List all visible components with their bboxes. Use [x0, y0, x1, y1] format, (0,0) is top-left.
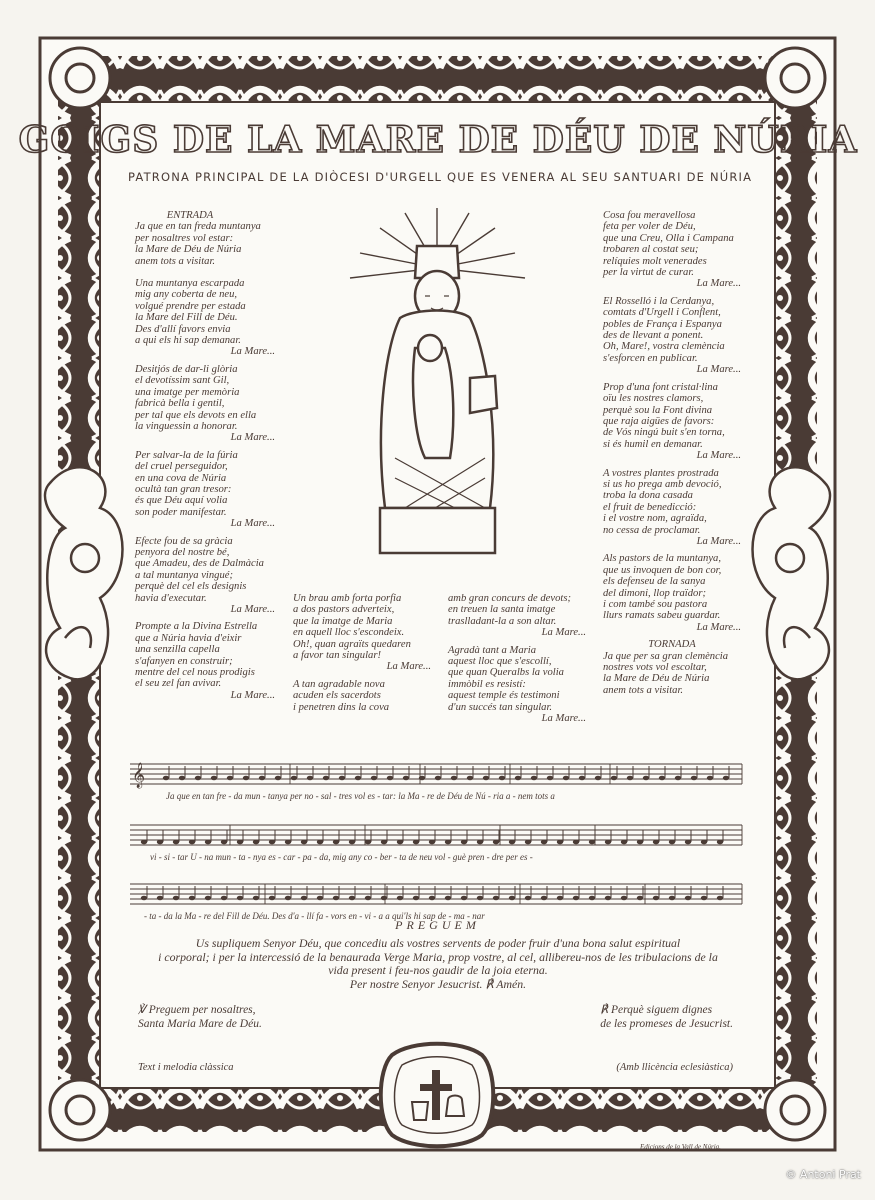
verse-line: havia d'executar.	[135, 592, 207, 604]
verse-line: anem tots a visitar.	[603, 684, 684, 696]
verse-line: penyora del nostre bé,	[135, 546, 230, 558]
verse-line: ocultà tan gran tresor:	[135, 483, 232, 495]
music-note	[323, 776, 329, 781]
versicle	[138, 1004, 262, 1031]
verse-line: s'esforcen en publicar.	[603, 352, 698, 364]
music-note	[381, 896, 387, 901]
music-note	[541, 840, 547, 845]
verse-line: Als pastors de la muntanya,	[603, 553, 722, 565]
verse-line: nostres vots vol escoltar,	[603, 662, 707, 674]
verse-line: des de llevant a ponent.	[603, 330, 704, 342]
music-note	[285, 840, 291, 845]
music-note	[269, 896, 275, 901]
verse-line: comtats d'Urgell i Conflent,	[603, 307, 721, 319]
verse-line: per la virtut de curar.	[603, 267, 694, 279]
music-note	[141, 896, 147, 901]
music-note	[685, 840, 691, 845]
music-note	[237, 896, 243, 901]
music-note	[579, 776, 585, 781]
verse-line: perquè del cel els designis	[135, 581, 247, 593]
music-note	[275, 776, 281, 781]
music-note	[301, 840, 307, 845]
verse-line: el devotíssim sant Gil,	[135, 375, 230, 387]
prayer-line: Us supliquem Senyor Déu, que concediu als vostres servents de poder fruir d'una bona salut espiritual	[195, 936, 681, 950]
music-note	[611, 776, 617, 781]
music-note	[557, 896, 563, 901]
verse-line: amb gran concurs de devots;	[448, 593, 571, 604]
verse-line: i el vostre nom, agraïda,	[603, 513, 707, 525]
verse-line: Efecte fou de sa gràcia	[135, 535, 233, 547]
verse-line: A vostres plantes prostrada	[603, 467, 719, 479]
music-note	[477, 896, 483, 901]
music-note	[141, 840, 147, 845]
music-note	[573, 840, 579, 845]
music-note	[675, 776, 681, 781]
verse-line: que la imatge de Maria	[293, 615, 393, 627]
music-note	[509, 840, 515, 845]
music-note	[669, 896, 675, 901]
left-verses-column	[135, 210, 275, 701]
music-note	[365, 896, 371, 901]
verse-line: El Rosselló i la Cerdanya,	[603, 295, 715, 307]
music-note	[243, 776, 249, 781]
verse-line: Cosa fou meravellosa	[603, 210, 696, 221]
music-note	[227, 776, 233, 781]
music-note	[429, 896, 435, 901]
music-note	[589, 896, 595, 901]
music-note	[525, 840, 531, 845]
verse-line: a favor tan singular!	[293, 650, 381, 662]
music-note	[467, 776, 473, 781]
verse-line: Agradà tant a Maria	[448, 644, 536, 656]
cross-icon	[432, 1070, 440, 1120]
verse-line: i penetren dins la cova	[293, 701, 390, 713]
verse-line: Prompte a la Divina Estrella	[135, 621, 258, 633]
music-note	[157, 896, 163, 901]
music-note	[195, 776, 201, 781]
music-note	[349, 896, 355, 901]
footer-text-right: (Amb llicència eclesiàstica)	[616, 1062, 733, 1073]
music-note	[701, 840, 707, 845]
middle-left-verses-column	[293, 593, 431, 713]
verse-line: feta per voler de Déu,	[603, 221, 696, 233]
music-note	[477, 840, 483, 845]
verse-line: llurs ramats sabeu guardar.	[603, 610, 721, 622]
verse-line: no cessa de proclamar.	[603, 524, 701, 536]
music-note	[589, 840, 595, 845]
verse-line: Una muntanya escarpada	[135, 278, 245, 290]
music-note	[397, 840, 403, 845]
music-note	[413, 840, 419, 845]
music-note	[685, 896, 691, 901]
music-note	[333, 896, 339, 901]
verse-line: que a Núria havia d'eixir	[135, 632, 242, 644]
versicle-line: ℣ Preguem per nosaltres,	[138, 1004, 256, 1016]
verse-line: aquest temple és testimoni	[448, 690, 560, 702]
music-note	[179, 776, 185, 781]
verse-line: Ja que per sa gran clemència	[603, 650, 729, 662]
refrain-marker: La Mare...	[230, 518, 275, 530]
prayer-body	[128, 937, 748, 991]
music-note	[291, 776, 297, 781]
music-note	[173, 840, 179, 845]
refrain-marker: La Mare...	[386, 661, 431, 673]
music-note	[211, 776, 217, 781]
music-note	[717, 896, 723, 901]
right-verses-column	[603, 210, 741, 696]
verse-line: acuden els sacerdots	[293, 690, 381, 702]
refrain-marker: La Mare...	[696, 278, 741, 290]
music-note	[653, 840, 659, 845]
verse-line: la Mare de Déu de Núria	[603, 673, 710, 685]
music-note	[541, 896, 547, 901]
verse-line: del cruel perseguidor,	[135, 461, 228, 473]
refrain-marker: La Mare...	[696, 621, 741, 633]
verse-line: Ja que en tan freda muntanya	[135, 221, 261, 233]
lyric-line: - ta - da la Ma - re del Fill de Déu. Des d'a - llí fa - vors en - vi - a a qui'ls hi sap de - ma - nar	[144, 911, 485, 921]
verse-line: Prop d'una font cristal·lina	[603, 381, 718, 393]
verse-line: si us ho prega amb devoció,	[603, 478, 722, 490]
verse-line: traslladant-la a son altar.	[448, 615, 557, 627]
verse-line: del dimoni, llop traïdor;	[603, 587, 706, 599]
verse-line: una imatge per memòria	[135, 386, 240, 398]
verse-line: son poder manifestar.	[135, 506, 227, 518]
response-line: de les promeses de Jesucrist.	[600, 1017, 733, 1030]
music-note	[557, 840, 563, 845]
music-note	[621, 896, 627, 901]
music-note	[307, 776, 313, 781]
verse-line: una senzilla capella	[135, 644, 220, 656]
verse-line: Oh, Mare!, vostra clemència	[603, 341, 725, 353]
verse-line: d'un succés tan singular.	[448, 701, 553, 713]
music-note	[189, 840, 195, 845]
verse-line: en aquell lloc s'escondeix.	[293, 627, 405, 639]
versicle-line: Santa Maria Mare de Déu.	[138, 1017, 262, 1030]
music-note	[723, 776, 729, 781]
entrada-heading: ENTRADA	[166, 210, 214, 221]
music-note	[531, 776, 537, 781]
verse-line: que una Creu, Olla i Campana	[603, 232, 734, 244]
verse-line: perquè sou la Font divina	[603, 404, 713, 416]
music-note	[483, 776, 489, 781]
music-note	[253, 896, 259, 901]
refrain-marker: La Mare...	[541, 713, 586, 725]
music-note	[301, 896, 307, 901]
music-note	[509, 896, 515, 901]
music-note	[653, 896, 659, 901]
music-note	[205, 896, 211, 901]
footer-text-left: Text i melodia clàssica	[138, 1062, 234, 1073]
music-note	[573, 896, 579, 901]
verse-line: si és humil en demanar.	[603, 438, 703, 450]
verse-line: relíquies molt venerades	[603, 255, 707, 267]
music-note	[221, 896, 227, 901]
refrain-marker: La Mare...	[230, 432, 275, 444]
verse-line: Oh!, quan agraïts quedaren	[293, 638, 411, 650]
music-note	[365, 840, 371, 845]
subtitle: PATRONA PRINCIPAL DE LA DIÒCESI D'URGELL QUE ES VENERA AL SEU SANTUARI DE NÚRIA	[128, 170, 753, 184]
verse-line: que us invoquen de bon cor,	[603, 564, 722, 576]
refrain-marker: La Mare...	[541, 627, 586, 639]
music-note	[419, 776, 425, 781]
verse-line: per tal que els devots en ella	[135, 409, 257, 421]
prayer-line: vida present i feu-nos gaudir de la joia eterna.	[328, 963, 548, 977]
virgin-of-nuria-illustration	[345, 208, 530, 566]
music-note	[659, 776, 665, 781]
music-note	[627, 776, 633, 781]
music-note	[173, 896, 179, 901]
music-note	[317, 896, 323, 901]
music-note	[461, 896, 467, 901]
verse-line: de Vós ningú buit s'en torna,	[603, 427, 725, 439]
music-note	[435, 776, 441, 781]
music-note	[707, 776, 713, 781]
preguem-heading: PREGUEM	[395, 918, 480, 932]
verse-line: anem tots a visitar.	[135, 255, 216, 267]
music-note	[157, 840, 163, 845]
music-score	[130, 758, 745, 933]
verse-line: mentre del cel nous prodigis	[135, 667, 255, 679]
music-note	[381, 840, 387, 845]
verse-line: Un brau amb forta porfia	[293, 593, 402, 604]
verse-line: el seu zel fan avivar.	[135, 678, 222, 690]
verse-line: que raja aigües de favors:	[603, 415, 715, 427]
bell-icon	[446, 1096, 464, 1117]
verse-line: la Mare de Déu de Núria	[135, 244, 242, 256]
music-note	[499, 776, 505, 781]
music-note	[429, 840, 435, 845]
music-note	[621, 840, 627, 845]
music-note	[285, 896, 291, 901]
verse-line: per nosaltres vol estar:	[135, 232, 234, 244]
music-note	[333, 840, 339, 845]
verse-line: pobles de França i Espanya	[603, 318, 722, 330]
music-note	[237, 840, 243, 845]
music-note	[451, 776, 457, 781]
verse-line: a tal muntanya vingué;	[135, 569, 233, 581]
music-note	[355, 776, 361, 781]
cross-pot-bell-cartouche	[372, 1040, 502, 1150]
music-note	[637, 896, 643, 901]
music-note	[317, 840, 323, 845]
verse-line: s'afanyen en construir;	[135, 655, 233, 667]
music-note	[253, 840, 259, 845]
verse-line: immòbil es resistí:	[448, 678, 526, 690]
music-note	[461, 840, 467, 845]
verse-line: en una cova de Núria	[135, 472, 227, 484]
copyright-watermark: © Antoni Prat	[785, 1168, 861, 1181]
verse-line: és que Déu aquí volia	[135, 495, 228, 507]
middle-right-verses-column	[448, 593, 586, 724]
music-note	[595, 776, 601, 781]
verse-line: que quan Queralbs la volia	[448, 667, 564, 679]
music-note	[643, 776, 649, 781]
refrain-marker: La Mare...	[230, 689, 275, 701]
verse-line: trobaren al costat seu;	[603, 244, 699, 256]
music-note	[547, 776, 553, 781]
refrain-marker: La Mare...	[230, 346, 275, 358]
music-note	[515, 776, 521, 781]
verse-line: Desitjós de dar-li glòria	[135, 363, 238, 375]
publisher-credit: Edicions de la Vall de Núria.	[640, 1143, 721, 1151]
music-note	[445, 840, 451, 845]
music-note	[371, 776, 377, 781]
music-note	[493, 896, 499, 901]
verse-line: els defenseu de la sanya	[603, 576, 706, 588]
verse-line: en treuen la santa imatge	[448, 604, 556, 616]
music-note	[563, 776, 569, 781]
verse-line: oïu les nostres clamors,	[603, 393, 704, 405]
music-note	[387, 776, 393, 781]
verse-line: a qui els hi sap demanar.	[135, 335, 241, 347]
music-note	[339, 776, 345, 781]
response-line: ℟ Perquè siguem dignes	[600, 1004, 713, 1016]
verse-line: a dos pastors adverteix,	[293, 604, 395, 616]
music-note	[637, 840, 643, 845]
prayer-line: Per nostre Senyor Jesucrist. ℟ Amén.	[349, 976, 527, 991]
music-note	[397, 896, 403, 901]
music-note	[269, 840, 275, 845]
music-note	[221, 840, 227, 845]
music-note	[413, 896, 419, 901]
music-note	[163, 776, 169, 781]
page-title	[18, 112, 858, 164]
pot-icon	[412, 1102, 428, 1120]
refrain-marker: La Mare...	[696, 450, 741, 462]
prayer-line: i corporal; i per la intercessió de la benaurada Verge Maria, prop vostre, al cel, allibereu-nos de les tribulacions de la	[158, 949, 718, 964]
music-note	[605, 896, 611, 901]
music-staff-1	[130, 758, 745, 808]
music-note	[691, 776, 697, 781]
music-note	[701, 896, 707, 901]
verse-line: mig any coberta de neu,	[135, 289, 238, 301]
title-text: GOIGS DE LA MARE DE DÉU DE NÚRIA	[18, 119, 858, 161]
tornada-heading: TORNADA	[648, 639, 696, 651]
verse-line: la vinguessin a honorar.	[135, 420, 238, 432]
refrain-marker: La Mare...	[230, 604, 275, 615]
music-note	[525, 896, 531, 901]
music-note	[349, 840, 355, 845]
music-note	[403, 776, 409, 781]
refrain-marker: La Mare...	[696, 364, 741, 376]
music-note	[259, 776, 265, 781]
verse-line: A tan agradable nova	[293, 678, 385, 690]
music-note	[493, 840, 499, 845]
response	[600, 1004, 733, 1031]
music-note	[189, 896, 195, 901]
music-note	[205, 840, 211, 845]
verse-line: volgué prendre per estada	[135, 300, 246, 312]
verse-line: el fruit de benedicció:	[603, 501, 697, 513]
lyric-line: Ja que en tan fre - da mun - tanya per no - sal - tres vol es - tar: la Ma - re de Déu de Nú - ria a - nem tots a	[166, 791, 555, 801]
music-note	[605, 840, 611, 845]
svg-text:𝄞: 𝄞	[132, 763, 146, 788]
verse-line: troba la dona casada	[603, 490, 693, 502]
verse-line: fabricà bella i gentil,	[135, 398, 225, 410]
music-note	[445, 896, 451, 901]
verse-line: i com també sou pastora	[603, 599, 708, 610]
refrain-marker: La Mare...	[696, 535, 741, 547]
verse-line: que Amadeu, des de Dalmàcia	[135, 558, 264, 570]
verse-line: Per salvar-la de la fúria	[135, 449, 238, 461]
verse-line: Des d'allí favors envia	[135, 323, 231, 335]
verse-line: aquest lloc que s'escollí,	[448, 656, 552, 668]
music-note	[717, 840, 723, 845]
verse-line: la Mare del Fill de Déu.	[135, 312, 238, 324]
music-staff-2	[130, 819, 745, 869]
lyric-line: vi - si - tar U - na mun - ta - nya es - car - pa - da, mig any co - ber - ta de neu vol - guè pren - dre per es -	[150, 852, 533, 862]
music-note	[669, 840, 675, 845]
